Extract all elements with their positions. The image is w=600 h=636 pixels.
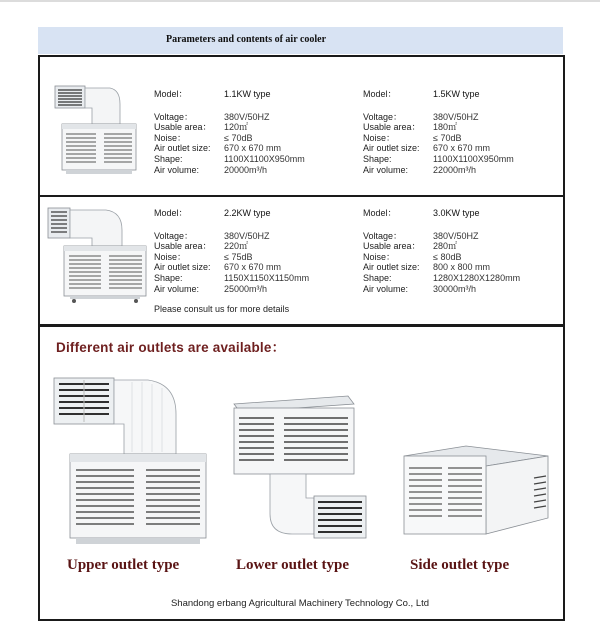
voltage-value: 380V/50HZ	[224, 230, 270, 241]
air-outlet-size-label: Air outlet size:	[154, 262, 211, 273]
usable-area-value: 120㎡	[224, 122, 249, 133]
voltage-label: Voltage：	[154, 111, 194, 122]
shape-value: 1280X1280X1280mm	[433, 272, 521, 283]
model-label: Model：	[363, 208, 397, 218]
air-volume-label: Air volume:	[154, 283, 200, 294]
lower-outlet-cooler-image	[230, 394, 370, 544]
usable-area-label: Usable area：	[363, 122, 421, 133]
usable-area-value: 280㎡	[433, 241, 458, 252]
noise-value: ≤ 70dB	[224, 132, 253, 143]
model-label: Model：	[154, 89, 188, 99]
air-cooler-image-1	[52, 82, 142, 180]
model-label: Model：	[363, 89, 397, 99]
caption-lower-outlet: Lower outlet type	[236, 557, 350, 573]
model-value: 1.5KW type	[433, 89, 480, 99]
air-volume-label: Air volume:	[363, 164, 409, 175]
shape-label: Shape:	[363, 272, 392, 283]
air-volume-label: Air volume:	[363, 283, 409, 294]
noise-label: Noise：	[363, 251, 396, 262]
parameters-divider	[38, 195, 565, 197]
noise-value: ≤ 75dB	[224, 251, 253, 262]
page-title: Parameters and contents of air cooler	[166, 34, 327, 45]
spec-block-3-0kw	[363, 208, 520, 294]
air-outlet-size-value: 800 x 800 mm	[433, 262, 491, 273]
model-value: 3.0KW type	[433, 208, 480, 218]
air-volume-value: 22000m³/h	[433, 164, 477, 175]
air-volume-value: 20000m³/h	[224, 164, 268, 175]
model-label: Model：	[154, 208, 188, 218]
top-rule	[0, 0, 600, 2]
caption-side-outlet: Side outlet type	[410, 557, 510, 573]
air-volume-value: 30000m³/h	[433, 283, 477, 294]
air-outlet-size-label: Air outlet size:	[363, 262, 420, 273]
noise-label: Noise：	[154, 132, 187, 143]
spec-block-1-1kw	[154, 89, 305, 175]
air-outlet-size-value: 670 x 670 mm	[224, 143, 282, 154]
shape-label: Shape:	[154, 272, 183, 283]
voltage-label: Voltage：	[363, 111, 403, 122]
noise-value: ≤ 70dB	[433, 132, 462, 143]
air-outlet-size-value: 670 x 670 mm	[433, 143, 491, 154]
shape-value: 1100X1100X950mm	[433, 153, 514, 164]
noise-label: Noise：	[154, 251, 187, 262]
air-volume-label: Air volume:	[154, 164, 200, 175]
caption-upper-outlet: Upper outlet type	[67, 557, 180, 573]
voltage-value: 380V/50HZ	[224, 111, 270, 122]
upper-outlet-cooler-image	[52, 374, 208, 546]
outlets-heading: Different air outlets are available：	[56, 340, 286, 355]
spec-block-1-5kw	[363, 89, 514, 175]
voltage-label: Voltage：	[363, 230, 403, 241]
model-value: 2.2KW type	[224, 208, 271, 218]
noise-label: Noise：	[363, 132, 396, 143]
air-outlet-size-label: Air outlet size:	[154, 143, 211, 154]
usable-area-label: Usable area：	[154, 122, 212, 133]
side-outlet-cooler-image	[398, 442, 554, 538]
spec-block-2-2kw	[154, 208, 309, 294]
voltage-label: Voltage：	[154, 230, 194, 241]
air-cooler-image-2	[46, 204, 150, 304]
shape-value: 1150X1150X1150mm	[224, 272, 310, 283]
consult-note: Please consult us for more details	[154, 304, 290, 314]
model-value: 1.1KW type	[224, 89, 271, 99]
usable-area-value: 220㎡	[224, 241, 249, 252]
usable-area-value: 180㎡	[433, 122, 458, 133]
shape-label: Shape:	[154, 153, 183, 164]
usable-area-label: Usable area：	[363, 241, 421, 252]
air-outlet-size-value: 670 x 670 mm	[224, 262, 282, 273]
noise-value: ≤ 80dB	[433, 251, 462, 262]
company-name: Shandong erbang Agricultural Machinery Technology Co., Ltd	[170, 598, 430, 609]
air-outlet-size-label: Air outlet size:	[363, 143, 420, 154]
voltage-value: 380V/50HZ	[433, 111, 479, 122]
usable-area-label: Usable area：	[154, 241, 212, 252]
shape-label: Shape:	[363, 153, 392, 164]
air-volume-value: 25000m³/h	[224, 283, 268, 294]
shape-value: 1100X1100X950mm	[224, 153, 305, 164]
voltage-value: 380V/50HZ	[433, 230, 479, 241]
